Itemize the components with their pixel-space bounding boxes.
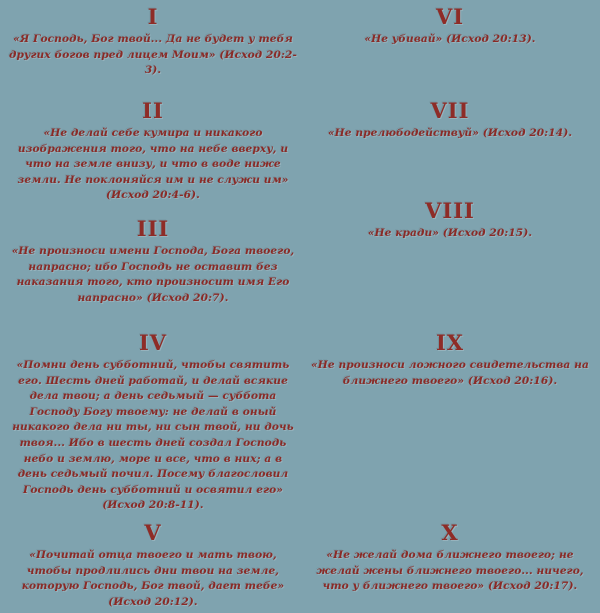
commandment-numeral: X	[441, 520, 459, 545]
commandment-7	[305, 100, 595, 142]
commandment-numeral: I	[147, 4, 159, 29]
commandment-8	[305, 200, 595, 242]
commandment-numeral: IX	[435, 330, 465, 355]
commandment-2	[8, 100, 298, 204]
commandment-text: «Я Господь, Бог твой... Да не будет у тебя других богов пред лицем Моим» (Исход 20:2-3).	[9, 33, 297, 77]
commandment-text: «Не желай дома ближнего твоего; не желай жены ближнего твоего... ничего, что у ближнего твоего» (Исход 20:17).	[316, 549, 584, 593]
commandment-10	[305, 522, 595, 595]
commandment-numeral: VII	[430, 98, 470, 123]
commandment-numeral: IV	[138, 330, 168, 355]
commandment-6	[305, 6, 595, 48]
commandment-text: «Не убивай» (Исход 20:13).	[364, 33, 536, 45]
commandment-numeral: V	[144, 520, 162, 545]
commandment-1	[8, 6, 298, 79]
commandment-numeral: III	[136, 216, 170, 241]
commandment-numeral: VIII	[425, 198, 475, 223]
commandment-text: «Не произноси ложного свидетельства на ближнего твоего» (Исход 20:16).	[311, 359, 589, 387]
commandment-text: «Не делай себе кумира и никакого изображения того, что на небе вверху, и что на земле внизу, и что в воде ниже земли. Не поклоняйся им и не служи им» (Исход 20:4-6).	[17, 127, 289, 202]
commandment-text: «Не кради» (Исход 20:15).	[367, 227, 533, 239]
commandment-numeral: VI	[435, 4, 465, 29]
commandment-4	[8, 332, 298, 514]
commandment-text: «Не произноси имени Господа, Бога твоего, напрасно; ибо Господь не оставит без наказания того, кто произносит имя Его напрасно» (Исход 20:7).	[11, 245, 295, 304]
commandment-text: «Почитай отца твоего и мать твою, чтобы продлились дни твои на земле, которую Господь, Бог твой, дает тебе» (Исход 20:12).	[21, 549, 285, 608]
commandment-text: «Не прелюбодействуй» (Исход 20:14).	[327, 127, 573, 139]
commandment-text: «Помни день субботний, чтобы святить его. Шесть дней работай, и делай всякие дела твои; а день седьмый — суббота Господу Богу твоему: не делай в оный никакого дела ни ты, ни сын твой, ни дочь твоя... Ибо в шесть дней создал Господь небо и землю, море и все, что в них; а в день седьмый почил. Посему благословил Господь день субботний и освятил его» (Исход 20:8-11).	[12, 359, 294, 512]
commandment-numeral: II	[142, 98, 164, 123]
commandment-5	[8, 522, 298, 610]
commandment-3	[8, 218, 298, 306]
commandment-9	[305, 332, 595, 389]
